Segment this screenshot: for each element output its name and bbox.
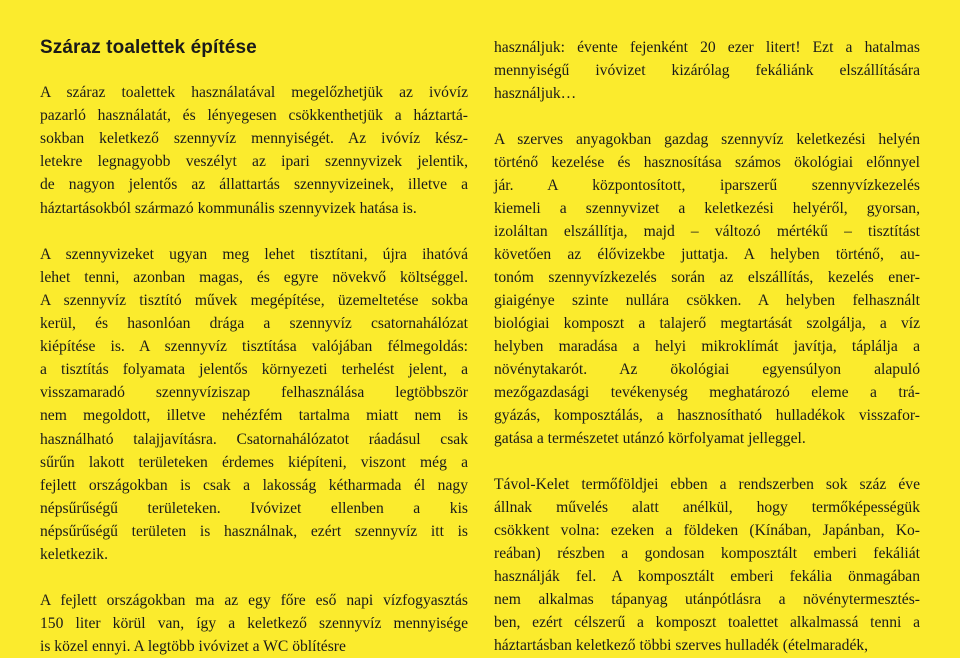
text-line: növénytakarót. Az ökológiai egyensúlyon alapuló xyxy=(494,361,920,378)
text-line: sokban keletkező szennyvíz mennyiségét. Az ivóvíz kész- xyxy=(40,130,468,148)
text-line: helyben maradása a helyi mikroklímát javítja, táplálja a xyxy=(494,338,920,355)
text-line: letekre legnagyobb veszélyt az ipari szennyvizek jelentik, xyxy=(40,153,468,171)
text-line: használható talajjavításra. Csatornahálózatot ráadásul csak xyxy=(40,430,468,448)
text-line: de nagyon jelentős az állattartás szennyvizeinek, illetve a xyxy=(40,176,468,194)
text-line: A száraz toalettek használatával megelőzhetjük az ivóvíz xyxy=(40,84,468,101)
text-line: mezőgazdasági tevékenység meghatározó eleme a trá- xyxy=(494,384,920,401)
text-line: jár. A központosított, iparszerű szennyvízkezelés xyxy=(494,177,920,194)
text-line: A szennyvizeket ugyan meg lehet tisztítani, újra ihatóvá xyxy=(40,245,468,263)
text-line: sűrűn lakott területeken érdemes kiépíteni, viszont még a xyxy=(40,453,468,471)
text-line: is közel ennyi. A legtöbb ivóvizet a WC öblítésre xyxy=(40,638,346,656)
text-line: 150 liter körül van, így a keletkező szennyvíz mennyisége xyxy=(40,615,468,633)
text-line: reában) részben a gondosan komposztált emberi fekáliát xyxy=(494,545,920,562)
article-title: Száraz toalettek építése xyxy=(40,37,257,58)
text-line: háztartásokból származó kommunális szennyvizek hatása is. xyxy=(40,199,417,217)
text-line: kiépítése is. A szennyvíz tisztítása valójában félmegoldás: xyxy=(40,338,468,356)
text-line: történő kezelése és hasznosítása számos ökológiai előnnyel xyxy=(494,154,920,171)
text-line: A szerves anyagokban gazdag szennyvíz keletkezési helyén xyxy=(494,131,920,148)
text-line: pazarló használatát, és lényegesen csökkenthetjük a háztartá- xyxy=(40,107,468,125)
text-line: népsűrűségű területeken. Ivóvizet ellenben a kis xyxy=(40,499,468,517)
text-line: kiemeli a szennyvizet a keletkezési helyéről, gyorsan, xyxy=(494,200,920,217)
text-line: ben, ezért célszerű a komposzt toalettet alkalmassá tenni a xyxy=(494,614,920,631)
text-line: nem alkalmas tápanyag utánpótlásra a növénytermesztés- xyxy=(494,591,920,608)
text-line: háztartásban keletkező többi szerves hulladék (ételmaradék, xyxy=(494,637,869,654)
text-line: használják fel. A komposztált emberi fekália önmagában xyxy=(494,568,920,585)
text-line: használjuk: évente fejenként 20 ezer litert! Ezt a hatalmas xyxy=(494,39,920,56)
text-line: A fejlett országokban ma az egy főre eső napi vízfogyasztás xyxy=(40,592,468,610)
text-line: Távol-Kelet termőföldjei ebben a rendszerben sok száz éve xyxy=(494,476,920,493)
text-line: kerül, és hasonlóan drága a szennyvíz csatornahálózat xyxy=(40,315,468,332)
text-line: használjuk… xyxy=(494,85,577,102)
text-line: lehet tenni, azonban magas, és egyre növekvő költséggel. xyxy=(40,268,468,286)
text-line: állnak művelés alatt anélkül, hogy termőképességük xyxy=(494,499,920,516)
text-line: népsűrűségű területen is használnak, ezért szennyvíz itt is xyxy=(40,522,468,540)
text-line: nem megoldott, illetve nehézfém tartalma miatt nem is xyxy=(40,407,468,425)
text-line: a tisztítás folyamata jelentős környezeti terhelést jelent, a xyxy=(40,361,468,379)
text-line: visszamaradó szennyvíziszap felhasználása legtöbbször xyxy=(40,384,468,402)
text-line: izoláltan elszállítja, majd – változó mértékű – tisztítást xyxy=(494,223,920,240)
text-line: mennyiségű ivóvizet kizárólag fekáliánk elszállítására xyxy=(494,62,920,79)
text-line: követően az élővizekbe juttatja. A helyben történő, au- xyxy=(494,246,920,263)
text-line: gyázás, komposztálás, a hasznosítható hulladékok visszafor- xyxy=(494,407,920,424)
text-line: csökkent volna: ezeken a földeken (Kínában, Japánban, Ko- xyxy=(494,522,920,539)
text-line: gatása a természetet utánzó körfolyamat jelleggel. xyxy=(494,430,806,447)
text-line: biológiai komposzt a talajerő megtartását szolgálja, a víz xyxy=(494,315,920,332)
text-line: A szennyvíz tisztító művek megépítése, üzemeltetése sokba xyxy=(40,291,468,309)
text-line: tonóm szennyvízkezelés során az elszállítás, kezelés ener- xyxy=(494,269,920,286)
text-line: fejlett országokban is csak a lakosság kétharmada él nagy xyxy=(40,476,468,494)
text-line: keletkezik. xyxy=(40,546,108,563)
text-line: giaigénye szinte nullára csökken. A helyben felhasznált xyxy=(494,292,920,309)
